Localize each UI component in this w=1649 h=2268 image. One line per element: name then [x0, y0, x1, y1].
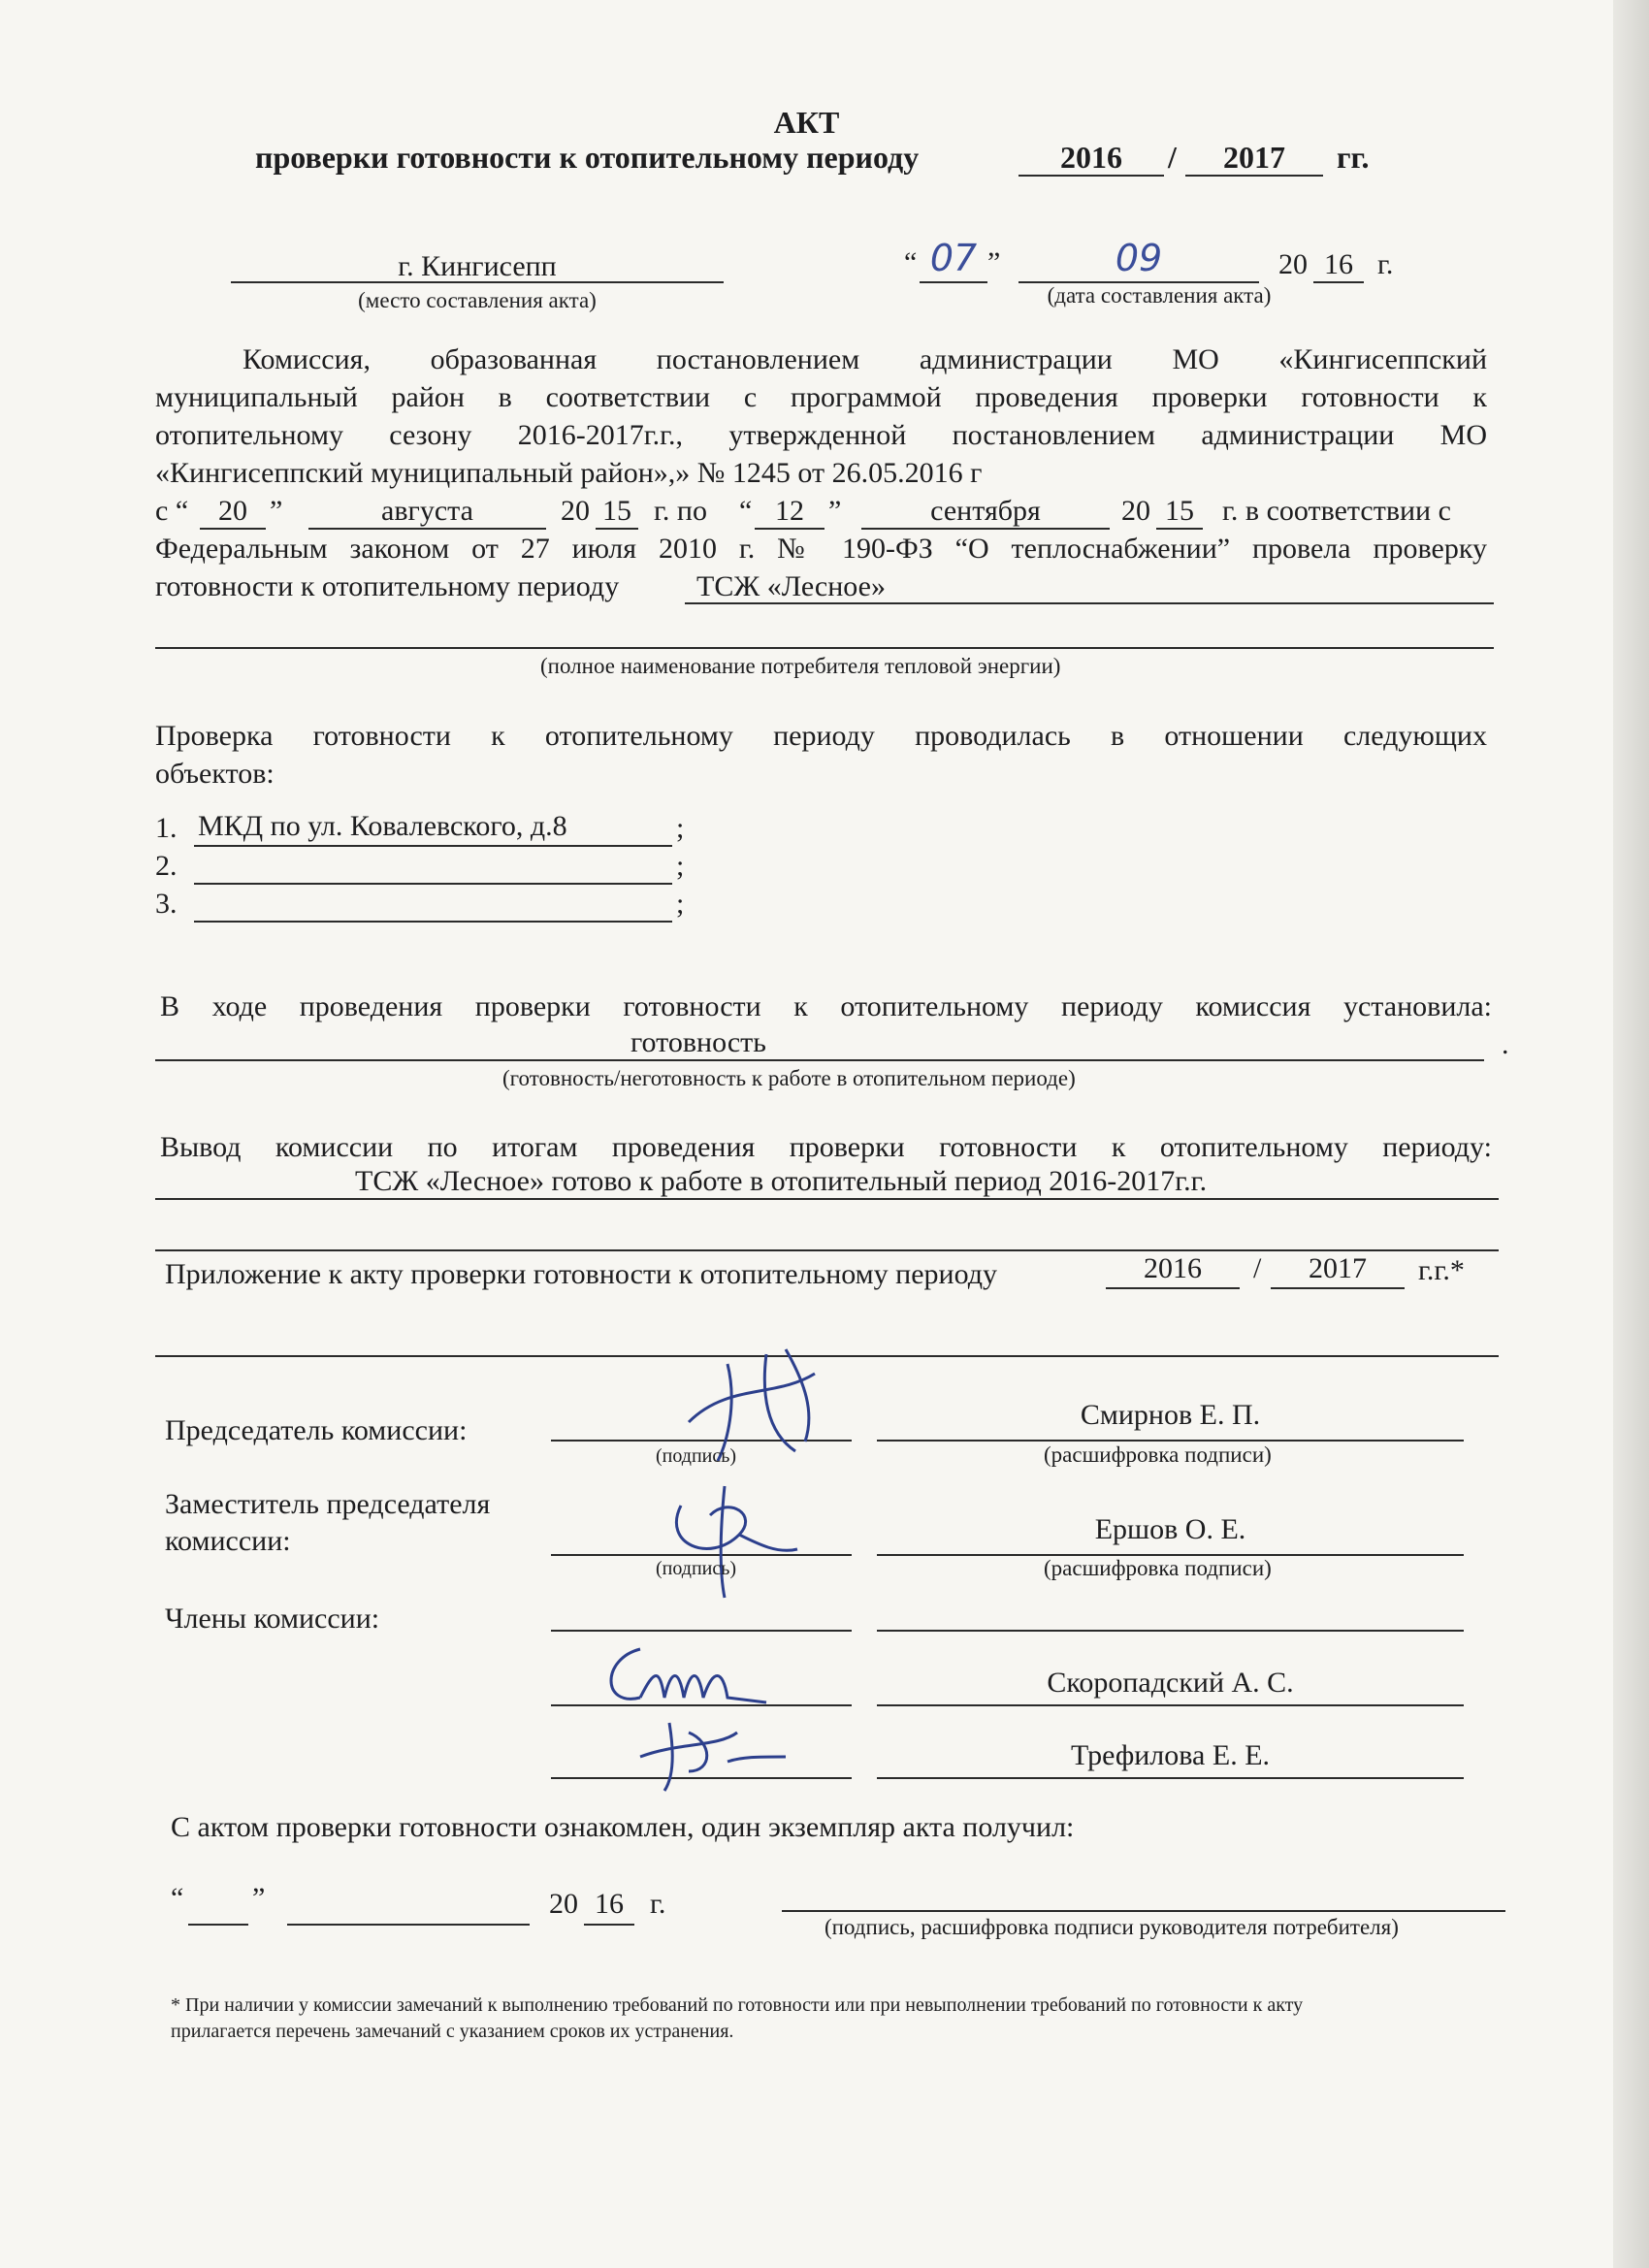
intro-line-1: Комиссия, образованная постановлением администрации МО «Кингисеппский	[242, 343, 1487, 375]
period-to-close: ”	[828, 495, 842, 527]
conclusion-underline	[155, 1198, 1499, 1200]
objects-line-1: Проверка готовности к отопительному периоду проводилась в отношении следующих	[155, 720, 1487, 752]
deputy-label-line-1: Заместитель председателя	[165, 1488, 491, 1520]
date-quote-open: “	[904, 246, 918, 278]
date-caption: (дата составления акта)	[1047, 283, 1272, 308]
consumer-name: ТСЖ «Лесное»	[696, 570, 886, 602]
subtitle-year-to: 2017	[1223, 140, 1285, 175]
deputy-decoding-caption: (расшифровка подписи)	[1044, 1556, 1272, 1580]
period-from-day: 20	[218, 495, 247, 527]
appendix-text: Приложение к акту проверки готовности к отопительному периоду	[165, 1258, 997, 1290]
period-from-close: ”	[270, 495, 283, 527]
intro-line-2: муниципальный район в соответствии с программой проведения проверки готовности к	[155, 381, 1487, 413]
ack-caption: (подпись, расшифровка подписи руководителя потребителя)	[824, 1915, 1399, 1939]
period-from-year-prefix: 20	[561, 495, 590, 527]
conclusion-underline-2	[155, 1249, 1499, 1251]
ack-year-prefix: 20	[549, 1888, 578, 1920]
object-2-number: 2.	[155, 850, 178, 882]
ack-signature-line	[782, 1910, 1505, 1912]
date-quote-close: ”	[987, 246, 1001, 278]
period-from-month: августа	[381, 495, 473, 527]
law-line-2: готовности к отопительному периоду	[155, 570, 620, 602]
deputy-name: Ершов О. Е.	[1094, 1513, 1246, 1545]
chairman-name: Смирнов Е. П.	[1080, 1399, 1261, 1431]
conclusion-line-1: Вывод комиссии по итогам проведения проверки готовности к отопительному периоду:	[160, 1131, 1492, 1163]
ack-year-suffix: 16	[595, 1888, 624, 1920]
document-title: АКТ	[773, 105, 840, 140]
subtitle-suffix: гг.	[1337, 140, 1370, 175]
object-1-end: ;	[676, 812, 685, 844]
period-tail: г. в соответствии с	[1222, 495, 1451, 527]
ack-quote-close: ”	[252, 1882, 266, 1914]
finding-value: готовность	[630, 1026, 766, 1058]
acknowledgement-text: С актом проверки готовности ознакомлен, один экземпляр акта получил:	[171, 1811, 1075, 1843]
date-month: 09	[1115, 237, 1163, 279]
chairman-signature-caption: (подпись)	[656, 1445, 737, 1467]
subtitle-year-from: 2016	[1060, 140, 1122, 175]
period-to-month: сентября	[930, 495, 1041, 527]
members-label: Члены комиссии:	[165, 1603, 380, 1635]
scanned-page-edge	[1613, 0, 1649, 2268]
deputy-signature-caption: (подпись)	[656, 1558, 737, 1579]
appendix-suffix: г.г.*	[1418, 1254, 1465, 1286]
consumer-underline-2	[155, 647, 1494, 649]
finding-underline	[155, 1059, 1484, 1061]
deputy-signature	[652, 1476, 807, 1603]
consumer-caption: (полное наименование потребителя тепловой энергии)	[540, 654, 1061, 678]
appendix-year-from: 2016	[1144, 1252, 1202, 1284]
chairman-decoding-caption: (расшифровка подписи)	[1044, 1442, 1272, 1467]
member-2-name: Трефилова Е. Е.	[1070, 1739, 1271, 1771]
period-to-year-suffix: 15	[1165, 495, 1194, 527]
member-1-name: Скоропадский А. С.	[1047, 1667, 1294, 1699]
consumer-underline	[685, 602, 1494, 604]
intro-line-4: «Кингисеппский муниципальный район»,» № 1245 от 26.05.2016 г	[155, 457, 983, 489]
period-to-prefix: г. по	[654, 495, 707, 527]
chairman-label: Председатель комиссии:	[165, 1414, 468, 1446]
object-3-number: 3.	[155, 888, 178, 920]
period-from-year-suffix: 15	[602, 495, 631, 527]
object-1-number: 1.	[155, 812, 178, 844]
period-to-day: 12	[775, 495, 804, 527]
ack-suffix: г.	[650, 1888, 666, 1920]
footnote-line-1: * При наличии у комиссии замечаний к выполнению требований по готовности или при невыполнении требований по готовности к акту	[171, 1994, 1304, 2016]
place-value: г. Кингисепп	[398, 250, 557, 282]
date-year-prefix: 20	[1278, 248, 1308, 280]
date-year-suffix-label: г.	[1377, 248, 1394, 280]
subtitle-slash: /	[1168, 140, 1177, 175]
intro-line-3: отопительному сезону 2016-2017г.г., утвержденной постановлением администрации МО	[155, 419, 1487, 451]
object-2-end: ;	[676, 850, 685, 882]
date-year-suffix: 16	[1324, 248, 1353, 280]
period-to-open: “	[739, 495, 753, 527]
object-3-end: ;	[676, 888, 685, 920]
member-2-signature	[621, 1703, 795, 1796]
place-caption: (место составления акта)	[358, 288, 597, 312]
conclusion-value: ТСЖ «Лесное» готово к работе в отопительный период 2016-2017г.г.	[355, 1165, 1208, 1197]
period-from-prefix: с “	[155, 495, 189, 527]
finding-line-1: В ходе проведения проверки готовности к отопительному периоду комиссия установила:	[160, 990, 1492, 1022]
deputy-label-line-2: комиссии:	[165, 1525, 291, 1557]
footnote-line-2: прилагается перечень замечаний с указанием сроков их устранения.	[171, 2021, 734, 2042]
objects-line-2: объектов:	[155, 758, 275, 790]
period-to-year-prefix: 20	[1121, 495, 1150, 527]
finding-end: .	[1502, 1028, 1509, 1060]
date-day: 07	[929, 237, 978, 279]
law-line-1: Федеральным законом от 27 июля 2010 г. № 190-ФЗ “О теплоснабжении” провела проверку	[155, 533, 1487, 565]
finding-caption: (готовность/неготовность к работе в отопительном периоде)	[502, 1066, 1076, 1090]
appendix-slash: /	[1253, 1252, 1262, 1284]
ack-quote-open: “	[171, 1882, 184, 1914]
place-underline	[231, 281, 724, 283]
object-1-value: МКД по ул. Ковалевского, д.8	[198, 810, 567, 842]
document-subtitle: проверки готовности к отопительному периоду	[255, 140, 920, 175]
appendix-year-to: 2017	[1309, 1252, 1367, 1284]
